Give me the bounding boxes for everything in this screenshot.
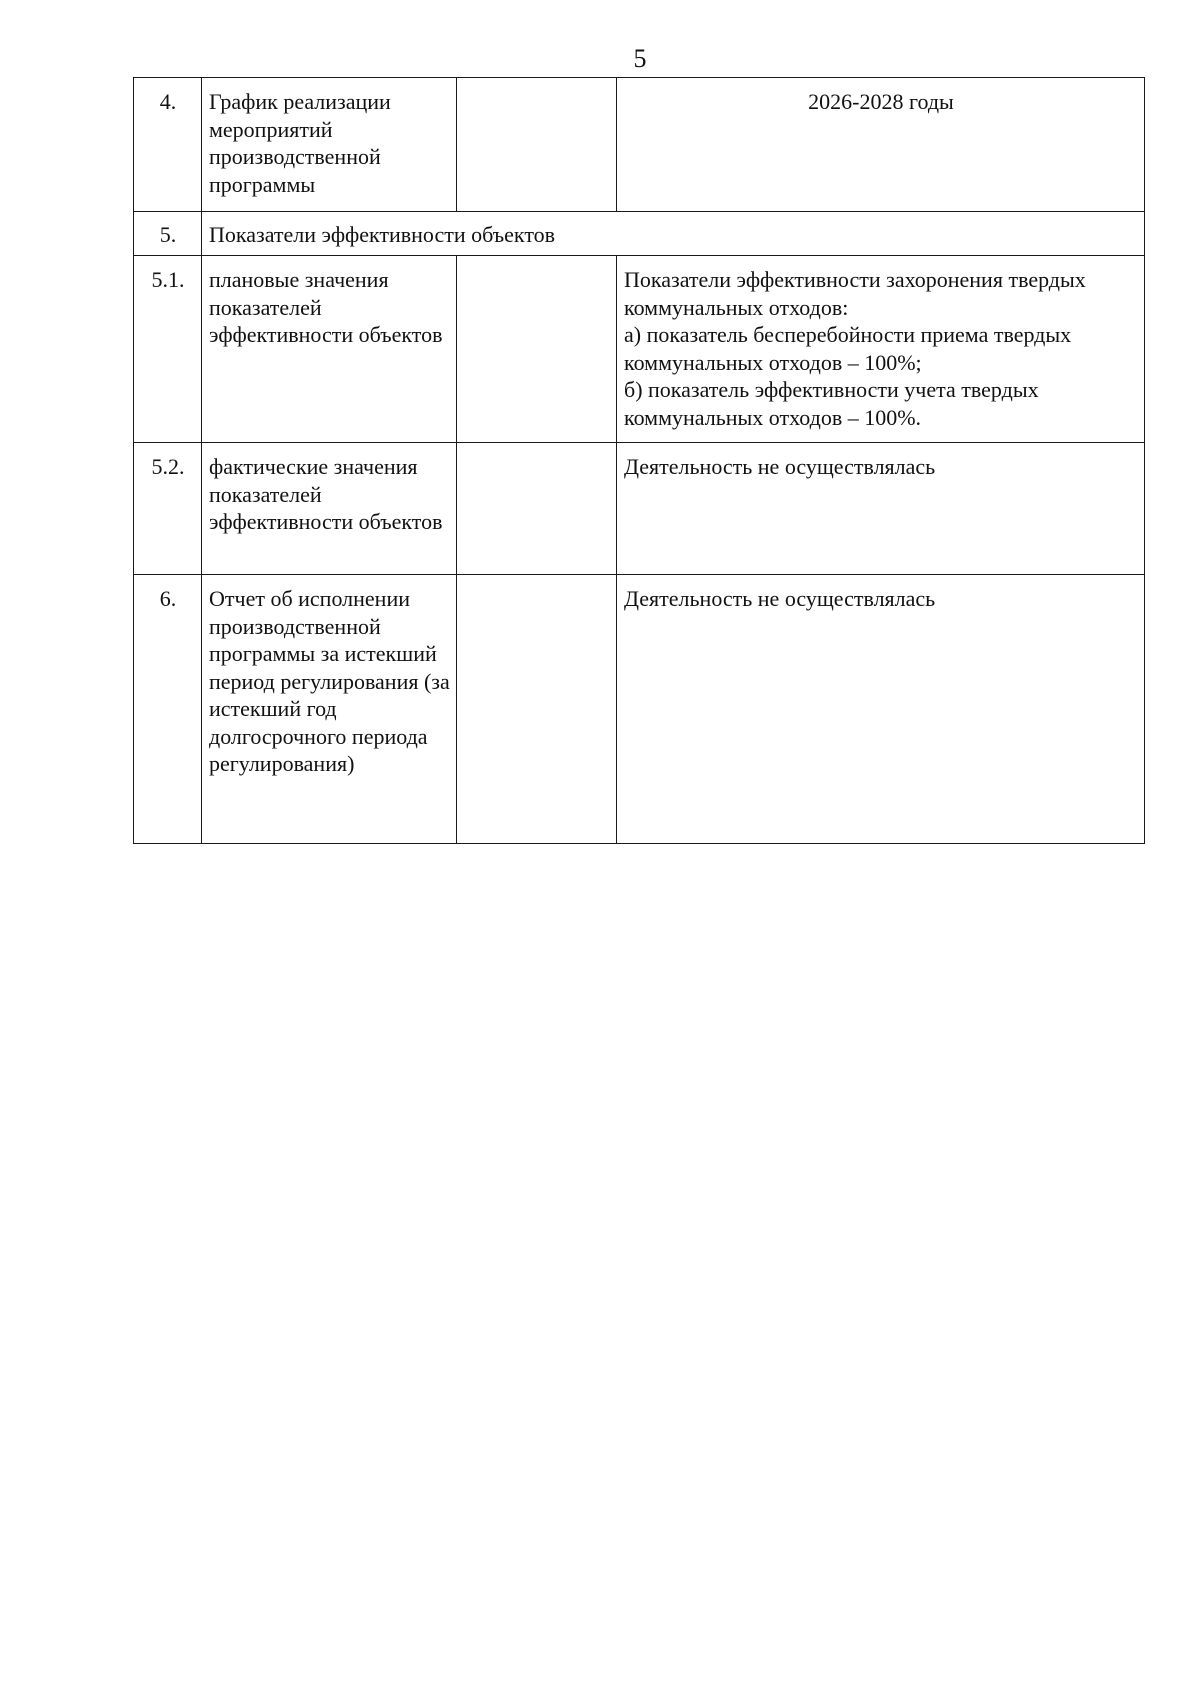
row-value: Деятельность не осуществлялась xyxy=(617,575,1145,844)
row-empty-cell xyxy=(457,443,617,575)
section-heading: Показатели эффективности объектов xyxy=(202,212,1145,256)
row-number: 6. xyxy=(134,575,202,844)
table-row xyxy=(134,575,1145,844)
row-number: 5.1. xyxy=(134,256,202,443)
value-line: а) показатель бесперебойности приема твердых коммунальных отходов – 100%; xyxy=(624,322,1072,375)
row-number: 4. xyxy=(134,78,202,212)
table-row xyxy=(134,256,1145,443)
table-row xyxy=(134,443,1145,575)
row-number: 5.2. xyxy=(134,443,202,575)
program-table xyxy=(133,77,1145,844)
row-value: 2026-2028 годы xyxy=(617,78,1145,212)
page-number: 5 xyxy=(633,44,647,73)
row-empty-cell xyxy=(457,78,617,212)
row-value: Деятельность не осуществлялась xyxy=(617,443,1145,575)
row-name: фактические значения показателей эффективности объектов xyxy=(202,443,457,575)
value-line: б) показатель эффективности учета твердых коммунальных отходов – 100%. xyxy=(624,377,1039,430)
table-row xyxy=(134,212,1145,256)
row-name: График реализации мероприятий производственной программы xyxy=(202,78,457,212)
row-value xyxy=(617,256,1145,443)
row-number: 5. xyxy=(134,212,202,256)
value-line: Показатели эффективности захоронения твердых коммунальных отходов: xyxy=(624,267,1086,320)
row-name: Отчет об исполнении производственной программы за истекший период регулирования (за истекший год долгосрочного периода регулирования) xyxy=(202,575,457,844)
row-empty-cell xyxy=(457,575,617,844)
row-name: плановые значения показателей эффективности объектов xyxy=(202,256,457,443)
row-empty-cell xyxy=(457,256,617,443)
table-row xyxy=(134,78,1145,212)
